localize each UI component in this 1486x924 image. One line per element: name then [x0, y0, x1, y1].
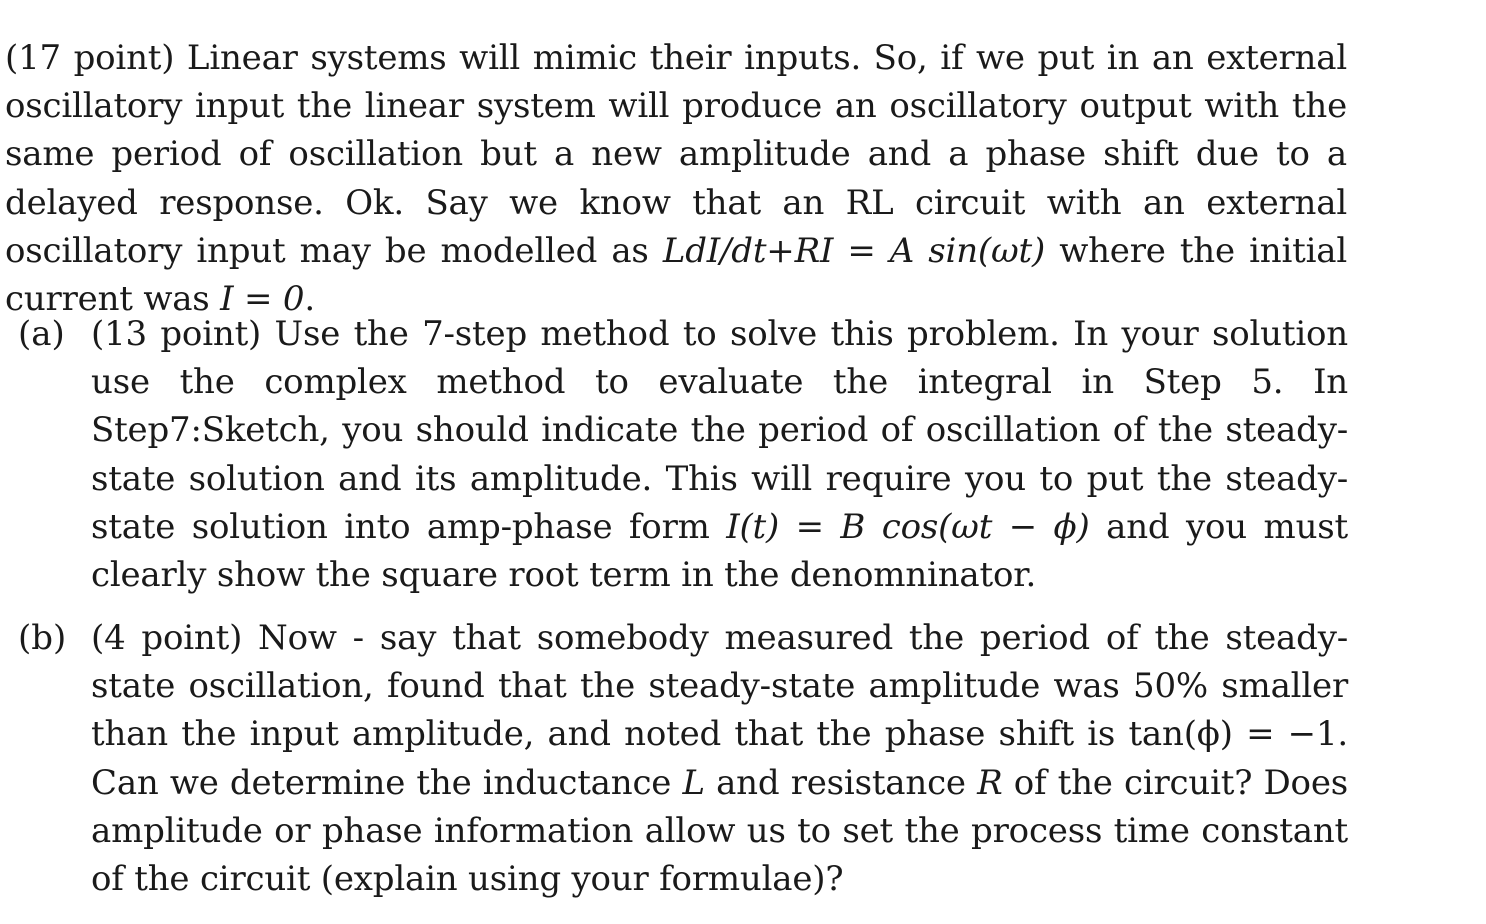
part-a-text-end: and you must clearly show the square root term in the denomninator. [91, 506, 1348, 596]
part-b-body [91, 614, 1348, 903]
resistance-symbol: R [977, 762, 1003, 803]
part-b-text: (4 point) Now - say that somebody measured the period of the steady-state oscillation, found that the steady-state amplitude was 50% smaller than the input amplitude, and noted that the phase shift is [91, 618, 1348, 755]
part-a [18, 310, 1348, 599]
part-b [18, 614, 1348, 903]
initial-condition: I = 0 [220, 279, 305, 320]
amp-phase-formula: I(t) = B cos(ωt − ϕ) [726, 506, 1090, 547]
intro-mid-text: where the initial current was [5, 230, 1348, 320]
intro-end-text: . [304, 279, 315, 320]
part-b-text-4: of the circuit? Does amplitude or phase information allow us to set the process time constant of the circuit (explain using your formulae)? [91, 762, 1348, 900]
part-a-marker: (a) [18, 314, 65, 354]
part-b-text-3: and resistance [704, 762, 978, 803]
part-b-marker: (b) [18, 618, 67, 658]
problem-intro-paragraph [5, 34, 1347, 323]
phase-shift-formula: tan(ϕ) = −1 [1128, 714, 1338, 755]
part-b-text-2: . Can we determine the inductance [91, 714, 1348, 803]
inductance-symbol: L [682, 762, 705, 803]
part-a-text: (13 point) Use the 7-step method to solve this problem. In your solution use the complex method to evaluate the integral in Step 5. In Step7:Sketch, you should indicate the period of oscillation of the steady-state solution and its amplitude. This will require you to put the steady-state solution into amp-phase form [91, 314, 1348, 547]
part-a-body [91, 310, 1348, 599]
intro-text: (17 point) Linear systems will mimic their inputs. So, if we put in an external oscillatory input the linear system will produce an oscillatory output with the same period of oscillation but a new amplitude and a phase shift due to a delayed response. Ok. Say we know that an RL circuit with an external oscillatory input may be modelled as [5, 38, 1347, 271]
rl-circuit-equation: LdI/dt+RI = A sin(ωt) [662, 230, 1046, 271]
